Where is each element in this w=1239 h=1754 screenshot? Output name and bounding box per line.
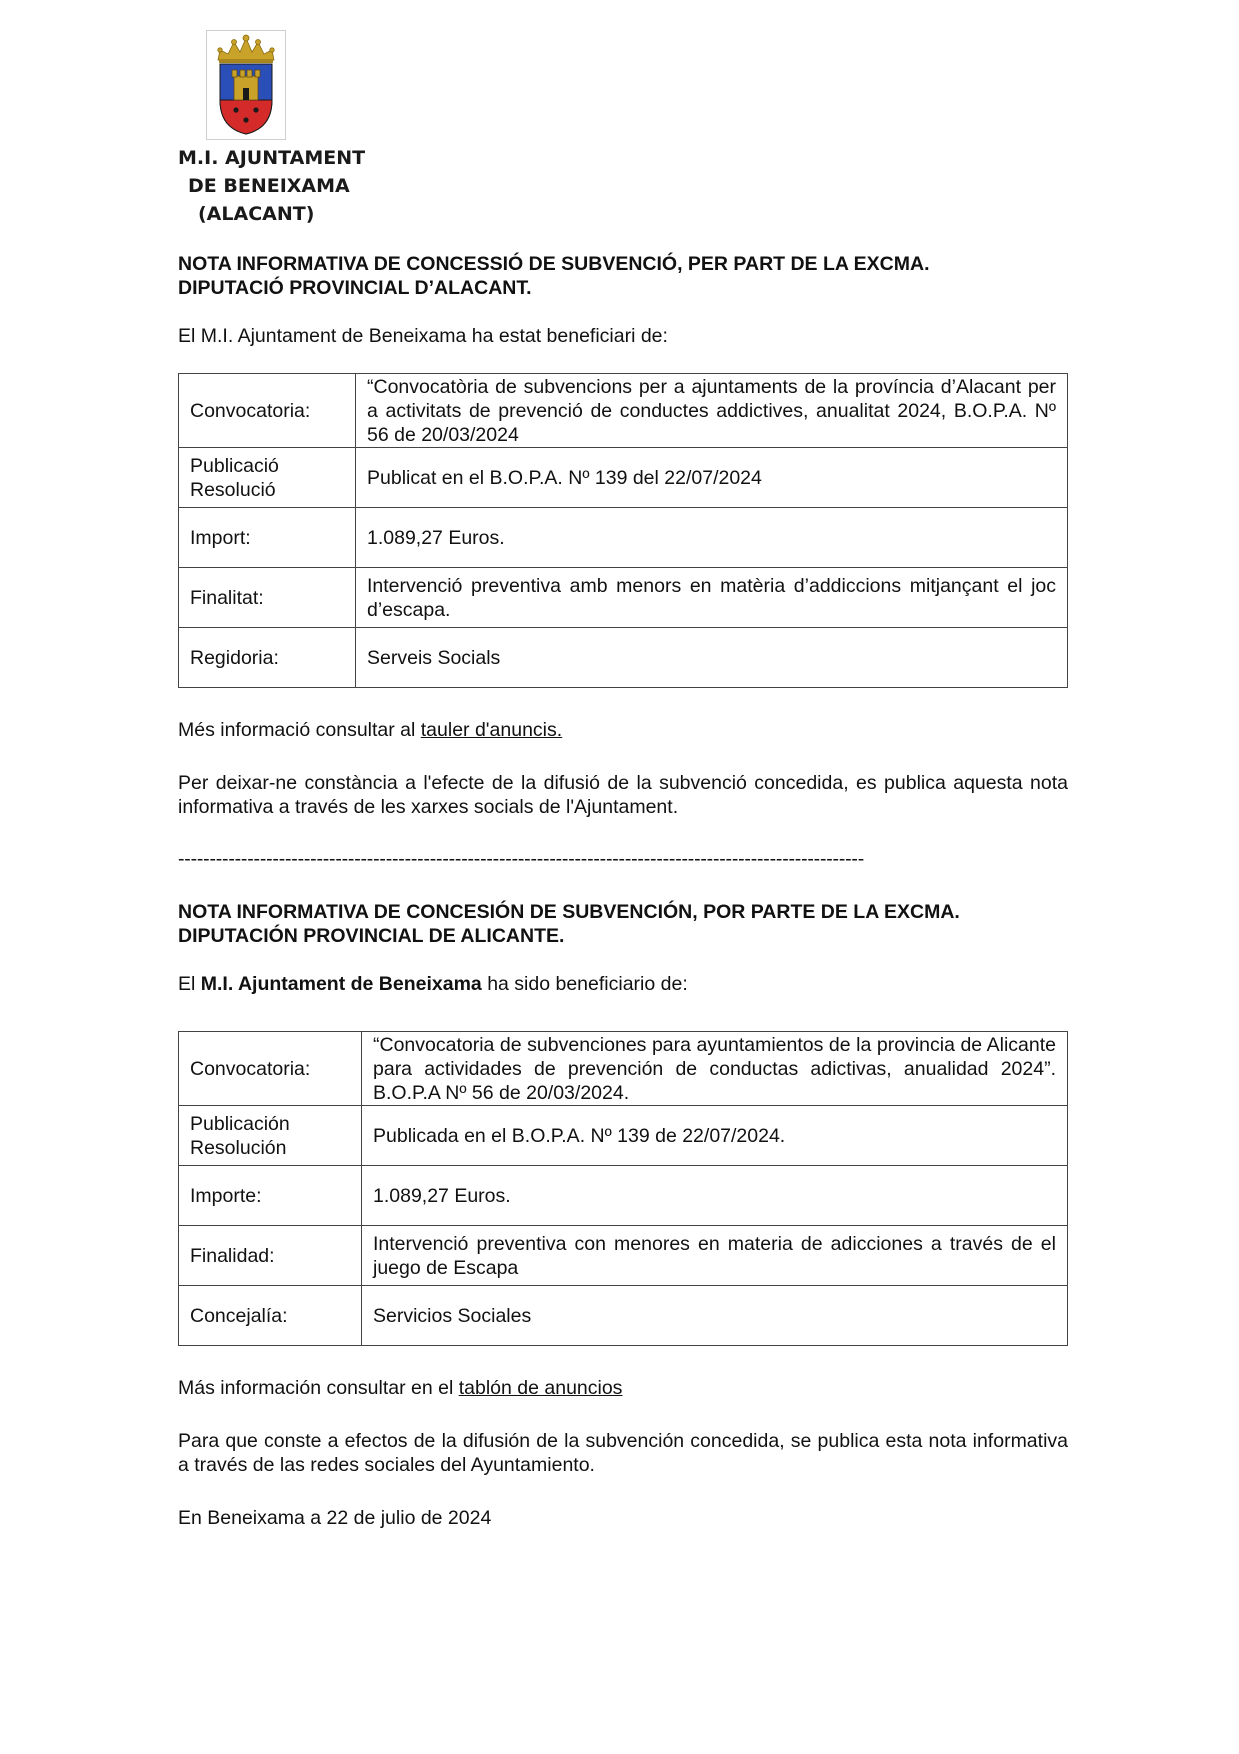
row-value: Intervenció preventiva con menores en materia de adicciones a través de el juego de Escapa [362,1226,1068,1286]
valencian-table-wrapper [178,373,1068,688]
row-value: Serveis Socials [356,628,1068,688]
row-label: Regidoria: [179,628,356,688]
table-row [179,628,1068,688]
row-value: “Convocatòria de subvencions per a ajuntaments de la província d’Alacant per a activitats de prevenció de conductes addictives, anualitat 2024, B.O.P.A. Nº 56 de 20/03/2024 [356,374,1068,448]
valencian-more-info-text [178,718,1068,742]
valencian-closing [178,771,1068,819]
row-label: Finalitat: [179,568,356,628]
spanish-more-info [178,1376,1068,1400]
spanish-title-line-1: NOTA INFORMATIVA DE CONCESIÓN DE SUBVENCIÓN, POR PARTE DE LA EXCMA. [178,901,960,923]
table-row [179,1286,1068,1346]
spanish-closing [178,1429,1068,1477]
table-row [179,1032,1068,1106]
row-value: 1.089,27 Euros. [362,1166,1068,1226]
spanish-intro [178,972,1068,996]
spanish-closing-text: Para que conste a efectos de la difusión de la subvención concedida, se publica esta nota informativa a través de las redes sociales del Ayuntamiento. [178,1430,1068,1476]
row-label: Import: [179,508,356,568]
valencian-intro-text: El M.I. Ajuntament de Beneixama ha estat beneficiari de: [178,325,668,347]
separator [178,847,918,871]
row-label: Publicación Resolución [179,1106,362,1166]
table-row [179,508,1068,568]
spanish-title [178,900,1068,948]
row-value: Servicios Sociales [362,1286,1068,1346]
spanish-intro-text [178,972,1068,996]
row-label: Finalidad: [179,1226,362,1286]
org-name-line-3: (ALACANT) [198,203,315,225]
row-value: “Convocatoria de subvenciones para ayuntamientos de la provincia de Alicante para actividades de prevención de conductas adictivas, anualidad 2024”. B.O.P.A Nº 56 de 20/03/2024. [362,1032,1068,1106]
signoff-text: En Beneixama a 22 de julio de 2024 [178,1507,492,1529]
valencian-title-line-2: DIPUTACIÓ PROVINCIAL D’ALACANT. [178,277,532,299]
row-label: Importe: [179,1166,362,1226]
valencian-info-table [178,373,1068,688]
table-row [179,1226,1068,1286]
tablon-anuncios-link[interactable]: tablón de anuncios [458,1377,623,1399]
organization-name [176,144,376,228]
org-name-line-1: M.I. AJUNTAMENT [178,147,366,169]
table-row [179,374,1068,448]
valencian-intro [178,324,1068,348]
org-name-line-2: DE BENEIXAMA [188,175,350,197]
row-value: 1.089,27 Euros. [356,508,1068,568]
row-value: Intervenció preventiva amb menors en matèria d’addiccions mitjançant el joc d’escapa. [356,568,1068,628]
spanish-intro-suffix: ha sido beneficiario de: [481,973,688,995]
row-value: Publicada en el B.O.P.A. Nº 139 de 22/07/2024. [362,1106,1068,1166]
row-label: Convocatoria: [179,374,356,448]
spanish-title-line-2: DIPUTACIÓN PROVINCIAL DE ALICANTE. [178,925,565,947]
valencian-more-info [178,718,1068,742]
row-label: Concejalía: [179,1286,362,1346]
row-label: Publicació Resolució [179,448,356,508]
spanish-info-table [178,1031,1068,1346]
spanish-more-info-prefix: Más información consultar en el [178,1377,459,1399]
spanish-intro-prefix: El [178,973,201,995]
tauler-anuncis-link[interactable]: tauler d'anuncis. [420,719,563,741]
spanish-signoff [178,1506,1068,1530]
row-value: Publicat en el B.O.P.A. Nº 139 del 22/07/2024 [356,448,1068,508]
coat-of-arms-icon [206,30,286,140]
valencian-closing-text: Per deixar-ne constància a l'efecte de la difusió de la subvenció concedida, es publica aquesta nota informativa a través de les xarxes socials de l'Ajuntament. [178,772,1068,818]
table-row [179,448,1068,508]
row-label: Convocatoria: [179,1032,362,1106]
valencian-title-line-1: NOTA INFORMATIVA DE CONCESSIÓ DE SUBVENCIÓ, PER PART DE LA EXCMA. [178,253,930,275]
spanish-more-info-text [178,1376,1068,1400]
table-row [179,1106,1068,1166]
separator-line: ------------------------------------------------------------------------------------------------------------- [178,848,865,870]
spanish-intro-org: M.I. Ajuntament de Beneixama [200,973,482,995]
table-row [179,1166,1068,1226]
valencian-more-info-prefix: Més informació consultar al [178,719,421,741]
table-row [179,568,1068,628]
valencian-title [178,252,1068,300]
spanish-table-wrapper [178,1031,1068,1346]
